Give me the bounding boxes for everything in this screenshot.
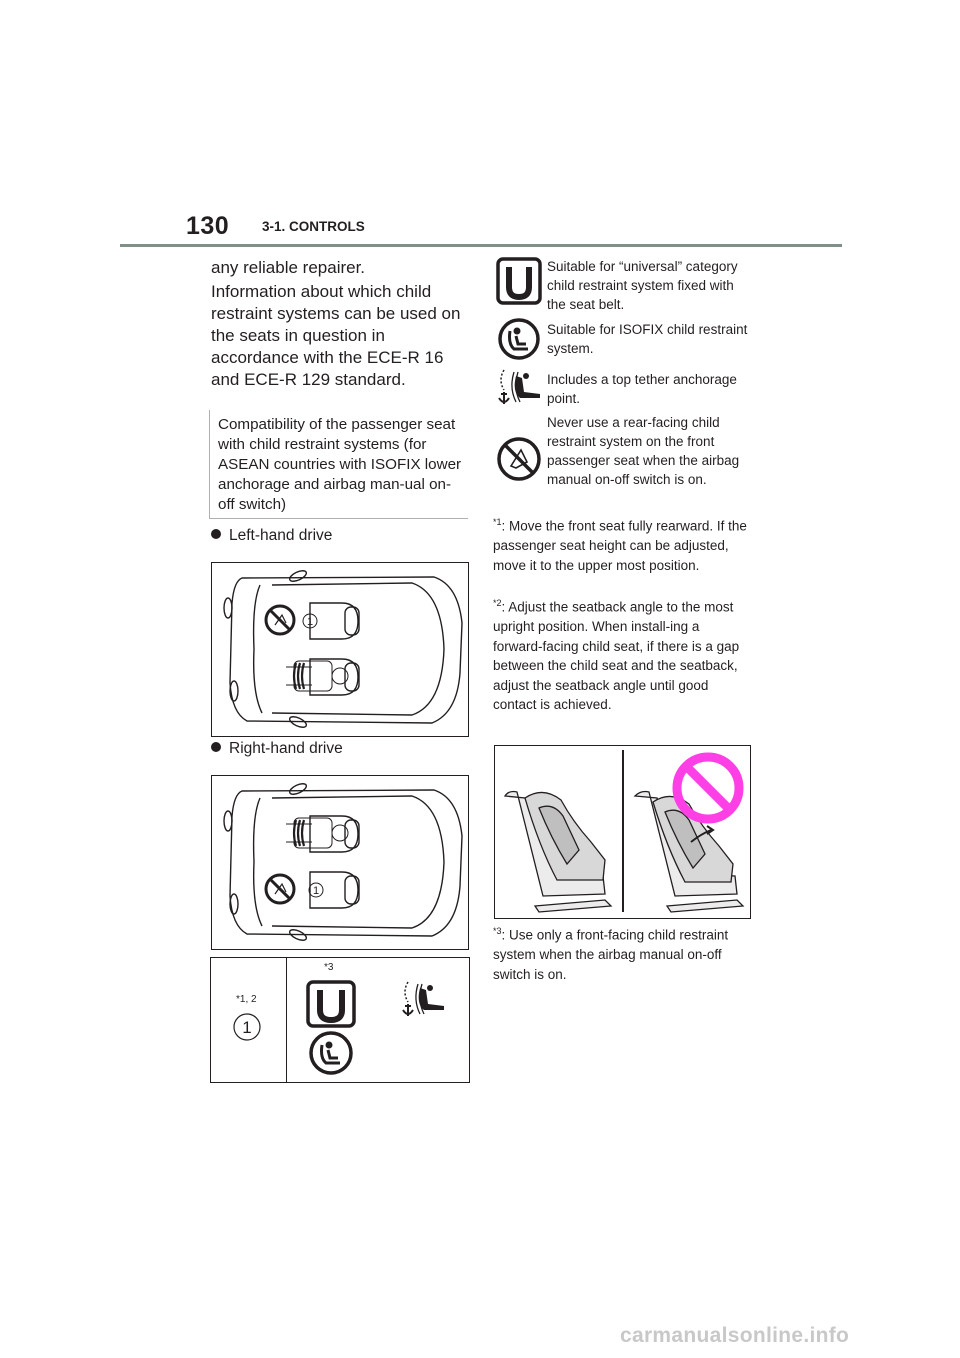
universal-u-icon xyxy=(306,980,356,1028)
intro-line: any reliable repairer. xyxy=(211,258,366,277)
illustration-divider xyxy=(622,750,624,912)
header-rule xyxy=(120,244,842,247)
section-title: 3-1. CONTROLS xyxy=(262,219,365,234)
footnote-mark: *3 xyxy=(493,926,502,936)
bullet-right-hand-drive xyxy=(211,740,343,758)
footnote-mark: *2 xyxy=(493,598,502,608)
footnote-1: $^{*1}$: Move the front seat fully rearward. If the passenger seat height can be adjusted, move it to the upper most position. xyxy=(493,517,747,573)
isofix-seat-icon xyxy=(308,1030,354,1076)
page-number: 130 xyxy=(186,212,230,240)
prohibition-icon xyxy=(672,752,744,824)
footnote-text: Use only a front-facing child restraint system when the airbag manual on-off switch is on. xyxy=(493,927,729,982)
table-position xyxy=(232,1012,262,1047)
compat-heading: Compatibility of the passenger seat with child restraint systems (for ASEAN countries with ISOFIX lower anchorage and airbag man-ual on-off switch) xyxy=(218,416,462,513)
tether-anchor-icon xyxy=(496,368,544,408)
footnote-2: $^{*2}$: Adjust the seatback angle to the most upright position. When install-ing a forward-facing child seat, if there is a gap between the child seat and the seatback, adjust the seatback angle until good contact is achieved. xyxy=(493,598,740,712)
footnote-text: Adjust the seatback angle to the most upright position. When install-ing a forward-facing child seat, if there is a gap between the child seat and the seatback, adjust the seatback angle until good contact is achieved. xyxy=(493,599,740,712)
intro-paragraph: Information about which child restraint systems can be used on the seats in question in accordance with the ECE-R 16 and ECE-R 129 standard. xyxy=(211,282,461,389)
bullet-label: Right-hand drive xyxy=(229,740,343,757)
lhd-car-diagram xyxy=(211,562,469,737)
legend-isofix: Suitable for ISOFIX child restraint system. xyxy=(547,322,748,356)
universal-u-icon xyxy=(496,257,542,305)
watermark: carmanualsonline.info xyxy=(620,1324,850,1347)
position-number: 1 xyxy=(242,1018,252,1037)
seat-label: 1 xyxy=(306,616,314,628)
seat-label: 1 xyxy=(312,885,320,897)
car-top-view xyxy=(212,563,468,736)
legend-tether: Includes a top tether anchorage point. xyxy=(547,372,737,406)
bullet-left-hand-drive xyxy=(211,527,332,545)
legend-universal: Suitable for “universal” category child restraint system fixed with the seat belt. xyxy=(547,259,738,312)
isofix-seat-icon xyxy=(497,317,541,361)
footnote-text: Move the front seat fully rearward. If the passenger seat height can be adjusted, move it to the upper most position. xyxy=(493,518,747,573)
no-rear-facing-icon xyxy=(266,606,294,634)
bullet-dot xyxy=(211,742,221,752)
bullet-label: Left-hand drive xyxy=(229,527,333,544)
bullet-dot xyxy=(211,529,221,539)
no-rear-facing-icon xyxy=(496,436,542,482)
table-divider xyxy=(286,957,287,1083)
car-top-view xyxy=(212,776,468,949)
table-note-12: *1, 2 xyxy=(236,994,257,1005)
tether-anchor-icon xyxy=(400,980,448,1020)
rhd-car-diagram xyxy=(211,775,469,950)
legend-never-rear-facing: Never use a rear-facing child restraint system on the front passenger seat when the airbag manual on-off switch is on. xyxy=(547,415,740,487)
footnote-3: $^{*3}$: Use only a front-facing child restraint system when the airbag manual on-off switch is on. xyxy=(493,926,729,982)
footnote-mark: *1 xyxy=(493,517,502,527)
no-rear-facing-icon xyxy=(266,875,294,903)
table-note-3: *3 xyxy=(324,962,334,973)
